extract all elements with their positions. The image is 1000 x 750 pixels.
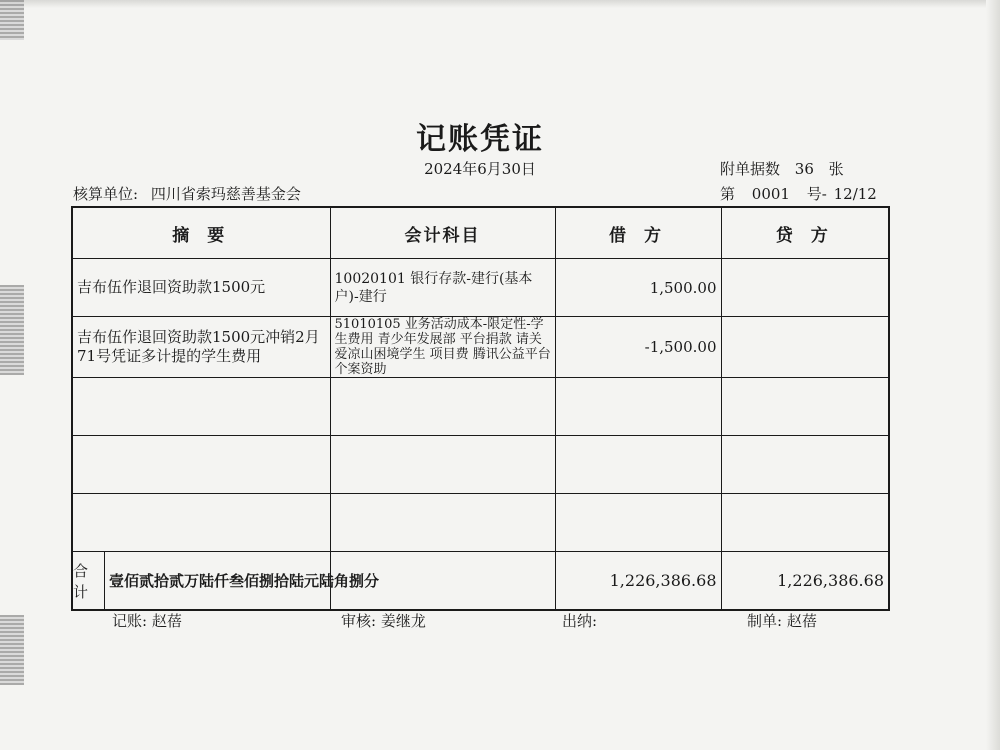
total-label: 合 计: [73, 552, 105, 609]
row-debit: [555, 378, 721, 436]
cashier-label: 出纳:: [562, 612, 598, 630]
number-value: 0001: [751, 185, 790, 203]
unit-name: 四川省索玛慈善基金会: [150, 185, 301, 203]
row-credit: [721, 378, 889, 436]
preparer-label: 制单:: [747, 612, 783, 630]
table-row: [72, 259, 889, 317]
row-summary: [72, 494, 330, 552]
number-suffix: 号-: [806, 185, 827, 203]
bookkeeper-label: 记账:: [112, 612, 148, 630]
total-row: [72, 552, 889, 611]
accounting-unit: [73, 183, 301, 204]
unit-label: 核算单位:: [73, 185, 139, 203]
scan-edge: [0, 0, 1000, 8]
row-credit: [721, 436, 889, 494]
row-account: [330, 494, 555, 552]
attachments-label: 附单据数: [720, 160, 781, 178]
scan-artifact: [0, 0, 24, 40]
row-credit: [721, 259, 889, 317]
voucher-title: 记账凭证: [416, 122, 544, 157]
reviewer-label: 审核:: [341, 612, 377, 630]
row-debit: [555, 494, 721, 552]
row-account: [330, 436, 555, 494]
total-amount-words: 壹佰贰拾贰万陆仟叁佰捌拾陆元陆角捌分: [109, 572, 380, 590]
reviewer-name: 姜继龙: [380, 612, 426, 630]
row-account: 10020101 银行存款-建行(基本户)-建行: [330, 259, 555, 317]
ledger-table: [71, 206, 890, 611]
row-summary: [72, 378, 330, 436]
preparer-name: 赵蓓: [786, 612, 817, 630]
attachments-info: [720, 158, 844, 179]
header-credit: 贷 方: [721, 207, 889, 259]
bookkeeper-name: 赵蓓: [151, 612, 182, 630]
row-summary: 吉布伍作退回资助款1500元冲销2月71号凭证多计提的学生费用: [72, 317, 330, 378]
total-debit: 1,226,386.68: [555, 552, 721, 611]
row-credit: [721, 317, 889, 378]
bookkeeper-signature: [112, 610, 182, 631]
attachments-count: 36: [794, 160, 814, 178]
table-row: [72, 317, 889, 378]
header-row: [72, 207, 889, 259]
reviewer-signature: [341, 610, 426, 631]
row-debit: [555, 436, 721, 494]
row-debit: -1,500.00: [555, 317, 721, 378]
preparer-signature: [747, 610, 817, 631]
row-debit: 1,500.00: [555, 259, 721, 317]
table-row: [72, 494, 889, 552]
voucher-date: 2024年6月30日: [424, 160, 536, 178]
table-row: [72, 378, 889, 436]
scan-artifact: [0, 285, 24, 375]
number-prefix: 第: [720, 185, 736, 203]
header-debit: 借 方: [555, 207, 721, 259]
scan-artifact: [0, 615, 24, 685]
total-cell: [72, 552, 380, 611]
table-row: [72, 436, 889, 494]
row-summary: 吉布伍作退回资助款1500元: [72, 259, 330, 317]
header-summary: 摘 要: [72, 207, 330, 259]
row-account: 51010105 业务活动成本-限定性-学生费用 青少年发展部 平台捐款 请关爱凉山困境学生 项目费 腾讯公益平台个案资助: [330, 317, 555, 378]
scan-edge: [986, 0, 1000, 750]
cashier-signature: [562, 610, 597, 631]
row-account: [330, 378, 555, 436]
page-indicator: 12/12: [833, 185, 877, 203]
header-account: 会计科目: [330, 207, 555, 259]
row-credit: [721, 494, 889, 552]
total-credit: 1,226,386.68: [721, 552, 889, 611]
row-summary: [72, 436, 330, 494]
attachments-unit: 张: [828, 160, 844, 178]
voucher-number: [720, 183, 889, 204]
